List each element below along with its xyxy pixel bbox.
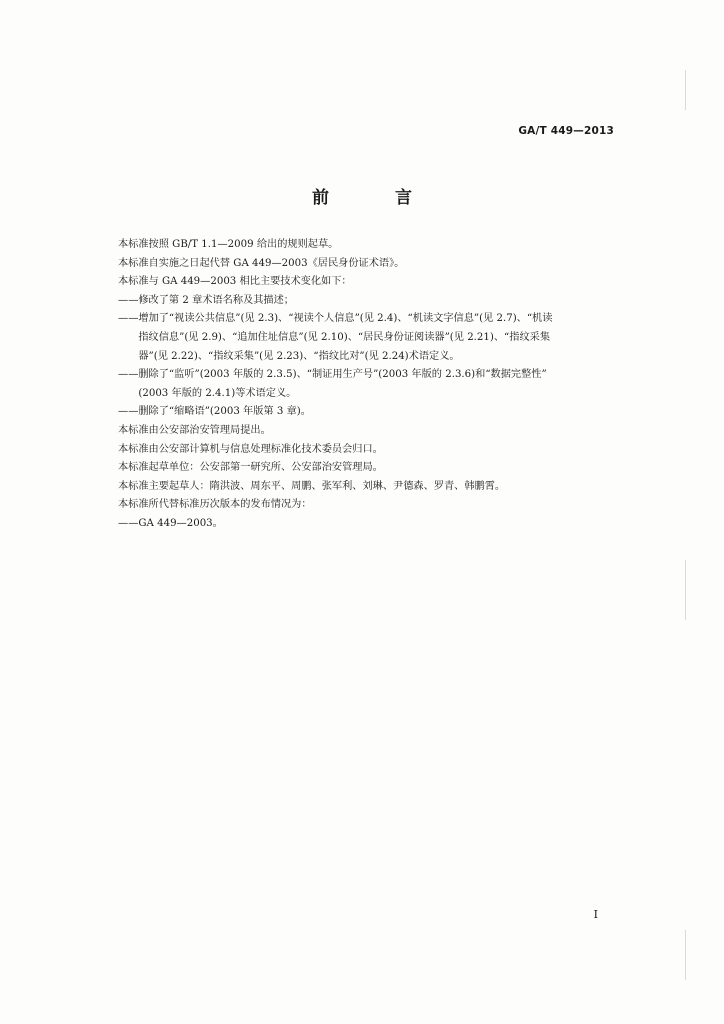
text-line: 增加了“视读公共信息”(见 2.3)、“视读个人信息”(见 2.4)、“机读文字信息”(见 2.7)、“机读: [138, 313, 553, 325]
paragraph-committee: 本标准由公安部计算机与信息处理标准化技术委员会归口。: [118, 443, 383, 455]
text-line: 指纹信息”(见 2.9)、“追加住址信息”(见 2.10)、“居民身份证阅读器”(见 2.21)、“指纹采集: [138, 331, 551, 343]
paragraph-proposer: 本标准由公安部治安管理局提出。: [118, 424, 271, 436]
list-dash: ——: [118, 313, 139, 325]
foreword-body: [118, 236, 618, 534]
change-item-deleted-terms: [118, 366, 618, 403]
text-line: 删除了“监听”(2003 年版的 2.3.5)、“制证用生产号”(2003 年版的 2.3.6)和“数据完整性”: [138, 369, 547, 381]
change-item-deleted-terms-text: [138, 366, 618, 403]
scan-edge-mark: [685, 930, 686, 980]
paragraph-history-intro: 本标准所代替标准历次版本的发布情况为：: [118, 499, 312, 511]
paragraph-drafting-units: 本标准起草单位：公安部第一研究所、公安部治安管理局。: [118, 462, 383, 474]
list-dash: ——: [118, 369, 139, 381]
paragraph-drafters: 本标准主要起草人：隋洪波、周东平、周鹏、张军利、刘琳、尹德森、罗青、韩鹏霄。: [118, 480, 506, 492]
change-item-modified: ——修改了第 2 章术语名称及其描述；: [118, 294, 294, 306]
scan-edge-mark: [685, 70, 686, 110]
paragraph-replaces: 本标准自实施之日起代替 GA 449—2003《居民身份证术语》。: [118, 257, 405, 269]
paragraph-changes-intro: 本标准与 GA 449—2003 相比主要技术变化如下：: [118, 276, 352, 288]
change-item-deleted-abbreviations: ——删除了“缩略语”(2003 年版第 3 章)。: [118, 406, 311, 418]
history-item: ——GA 449—2003。: [118, 517, 223, 529]
page-title: 前 言: [312, 188, 442, 208]
standard-code: GA/T 449—2013: [518, 125, 614, 137]
paragraph-drafting-rules: 本标准按照 GB/T 1.1—2009 给出的规则起草。: [118, 239, 339, 250]
text-line: (2003 年版的 2.4.1)等术语定义。: [138, 387, 297, 399]
change-item-added-text: [138, 310, 618, 366]
text-line: 器”(见 2.22)、“指纹采集”(见 2.23)、“指纹比对”(见 2.24)术语定义。: [138, 350, 460, 362]
page-number: I: [593, 908, 598, 921]
change-item-added: [118, 310, 618, 366]
scan-edge-mark: [685, 560, 686, 620]
